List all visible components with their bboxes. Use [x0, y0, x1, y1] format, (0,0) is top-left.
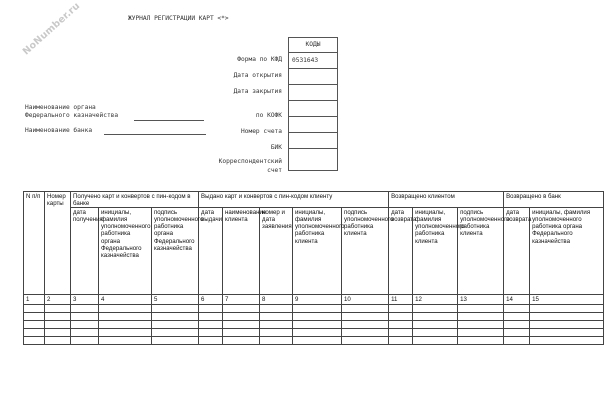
close-date-field[interactable] [289, 84, 337, 100]
table-subheader-row [24, 208, 604, 295]
subheader-c4: инициалы, фамилия уполномоченного работника органа Федерального казначейства [99, 208, 152, 295]
registration-table [23, 191, 604, 345]
column-number: 1 [24, 295, 45, 305]
watermark-text: NoNumber.ru [20, 0, 83, 58]
table-row[interactable] [24, 321, 604, 329]
header-num: N п/п [24, 192, 45, 295]
bank-name-line[interactable] [104, 134, 206, 135]
corr-account-field[interactable] [289, 148, 337, 170]
okud-code-field[interactable]: 0531643 [289, 52, 337, 68]
subheader-c14: дата возврата [504, 208, 530, 295]
page-title: ЖУРНАЛ РЕГИСТРАЦИИ КАРТ <*> [128, 15, 229, 22]
column-number: 6 [199, 295, 223, 305]
codes-box [288, 37, 338, 171]
column-number: 13 [458, 295, 504, 305]
column-number: 2 [45, 295, 71, 305]
table-row[interactable] [24, 337, 604, 345]
header-returned-bank: Возвращено в банк [504, 192, 604, 208]
column-number: 4 [99, 295, 152, 305]
okpo-label: по КОФК [255, 112, 282, 119]
okud-label: Форма по КФД [237, 56, 282, 63]
subheader-c3: дата получения [71, 208, 99, 295]
bank-label: Наименование банка [25, 127, 93, 134]
close-date-label: Дата закрытия [233, 88, 282, 95]
organ-label-2: Федерального казначейства [25, 112, 119, 119]
header-returned-client: Возвращено клиентом [389, 192, 504, 208]
subheader-c8: номер и дата заявления [260, 208, 293, 295]
header-received: Получено карт и конвертов с пин-кодом в банке [71, 192, 199, 208]
column-number: 7 [223, 295, 260, 305]
subheader-c5: подпись уполномоченного работника органа Федерального казначейства [152, 208, 199, 295]
watermark [0, 0, 83, 58]
account-number-label: Номер счета [241, 128, 282, 135]
subheader-c7: наименование клиента [223, 208, 260, 295]
table-header-row [24, 192, 604, 208]
subheader-c10: подпись уполномоченного работника клиента [342, 208, 389, 295]
column-number: 15 [530, 295, 604, 305]
column-number: 14 [504, 295, 530, 305]
subheader-c13: подпись уполномоченного работника клиента [458, 208, 504, 295]
column-number: 3 [71, 295, 99, 305]
open-date-field[interactable] [289, 68, 337, 84]
codes-header: КОДЫ [305, 41, 321, 48]
subheader-c12: инициалы, фамилия уполномоченного работника клиента [413, 208, 458, 295]
corr-account-label-1: Корреспондентский [218, 158, 282, 165]
table-row[interactable] [24, 313, 604, 321]
organ-label-1: Наименование органа [25, 104, 96, 111]
column-number: 8 [260, 295, 293, 305]
subheader-c6: дата выдачи [199, 208, 223, 295]
table-row[interactable] [24, 329, 604, 337]
table-row[interactable] [24, 305, 604, 313]
subheader-c11: дата возврата [389, 208, 413, 295]
okpo-field[interactable] [289, 100, 337, 116]
column-number-row [24, 295, 604, 305]
subheader-c15: инициалы, фамилия уполномоченного работника органа Федерального казначейства [530, 208, 604, 295]
organ-name-line[interactable] [134, 120, 204, 121]
column-number: 10 [342, 295, 389, 305]
column-number: 9 [293, 295, 342, 305]
column-number: 5 [152, 295, 199, 305]
column-number: 12 [413, 295, 458, 305]
column-number: 11 [389, 295, 413, 305]
open-date-label: Дата открытия [233, 72, 282, 79]
bik-field[interactable] [289, 132, 337, 148]
header-issued: Выдано карт и конвертов с пин-кодом клиенту [199, 192, 389, 208]
header-card-number: Номер карты [45, 192, 71, 295]
account-number-field[interactable] [289, 116, 337, 132]
bik-label: БИК [270, 144, 282, 151]
subheader-c9: инициалы, фамилия уполномоченного работника клиента [293, 208, 342, 295]
corr-account-label-2: счет [267, 167, 282, 174]
